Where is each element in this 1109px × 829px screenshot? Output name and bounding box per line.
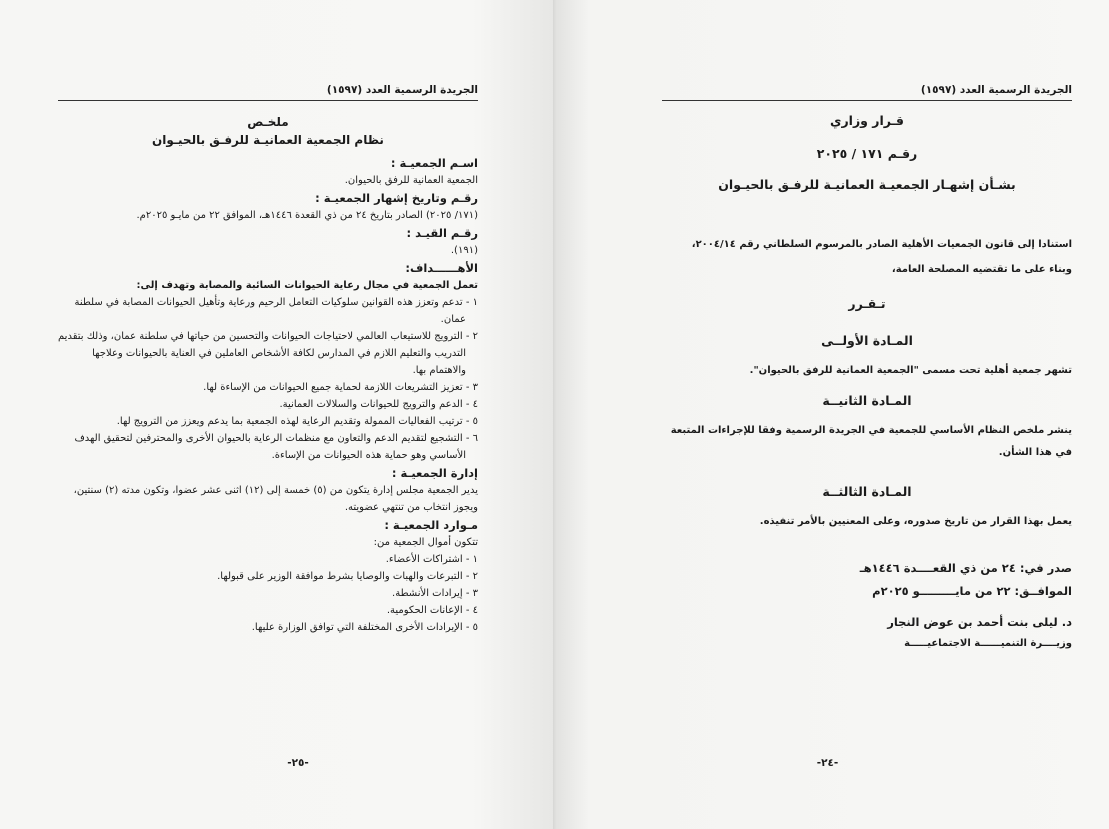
goal-item: ١ - تدعم وتعزز هذه القوانين سلوكيات التعامل الرحيم ورعاية وتأهيل الحيوانات المصابة في سلطنة عمان. [74,297,478,325]
article-1-title: المـادة الأولــى [821,333,913,348]
goal-item: ٢ - الترويج للاستيعاب العالمي لاحتياجات الحيوانات والتحسين من حياتها في سلطنة عمان، وذلك بتقديم التدريب والتعليم اللازم في المدارس لكافة الأشخاص العاملين في العناية بالحيوانات وعلاجها والاهتمام بها. [58,331,478,376]
resource-item: ٥ - الإيرادات الأخرى المختلفة التي توافق الوزارة عليها. [251,622,478,633]
name-value: الجمعية العمانية للرفق بالحيوان. [344,175,478,186]
running-head-left: الجريدة الرسمية العدد (١٥٩٧) [58,84,478,101]
article-3-title: المـادة الثالثــة [822,484,912,499]
resource-item: ٣ - إيرادات الأنشطة. [392,588,478,599]
summary-heading: ملخـص [247,115,289,129]
resource-item: ٢ - التبرعات والهبات والوصايا بشرط موافقة الوزير على قبولها. [217,571,478,582]
record-label: رقـم القيـد : [406,226,478,240]
preamble-1: استنادا إلى قانون الجمعيات الأهلية الصادر بالمرسوم السلطاني رقم ٢٠٠٤/١٤، [691,239,1072,250]
goals-label: الأهــــــداف: [405,261,478,275]
article-3-text: يعمل بهذا القرار من تاريخ صدوره، وعلى المعنيين بالأمر تنفيذه. [759,516,1072,527]
right-page-content [662,84,1072,652]
article-2-text: ينشر ملخص النظام الأساسي للجمعية في الجريدة الرسمية وفقا للإجراءات المتبعة في هذا الشأن. [670,425,1072,458]
name-label: اسـم الجمعيـة : [390,156,478,170]
goal-item: ٤ - الدعم والترويج للحيوانات والسلالات العمانية. [279,399,478,410]
registration-label: رقـم وتاريخ إشهار الجمعيـة : [315,191,478,205]
resources-intro: تتكون أموال الجمعية من: [373,537,478,548]
signatory-title: وزيــــرة التنميــــــة الاجتماعيـــــة [904,638,1072,649]
goal-item: ٣ - تعزيز التشريعات اللازمة لحماية جميع الحيوانات من الإساءة لها. [203,382,478,393]
admin-label: إدارة الجمعيـة : [391,466,478,480]
decides-heading: تـقـرر [848,296,886,311]
article-1-text: تشهر جمعية أهلية تحت مسمى "الجمعية العمانية للرفق بالحيوان". [749,365,1072,376]
summary-subheading: نظام الجمعية العمانيـة للرفـق بالحيـوان [152,133,384,147]
left-page-content [58,84,478,636]
goal-item: ٦ - التشجيع لتقديم الدعم والتعاون مع منظمات الرعاية بالحيوان الأخرى والمحترفين لتحقيق الهدف الأساسي وهو حماية هذه الحيوانات من الإساءة. [74,433,478,461]
decision-title: قـرار وزاري [830,113,904,128]
admin-text: يدير الجمعية مجلس إدارة يتكون من (٥) خمسة إلى (١٢) اثنى عشر عضوا، وتكون مدته (٢) سنتين، ويجوز انتخاب من تنتهي عضويته. [73,485,478,513]
signatory-name: د. ليلى بنت أحمد بن عوض النجار [887,615,1072,629]
decision-number: رقـم ١٧١ / ٢٠٢٥ [816,146,918,161]
goal-item: ٥ - ترتيب الفعاليات الممولة وتقديم الرعاية لهذه الجمعية بما يدعم ويعزز من الترويج لها. [116,416,478,427]
registration-value: (١٧١/ ٢٠٢٥) الصادر بتاريخ ٢٤ من ذي القعدة ١٤٤٦هـ، الموافق ٢٢ من مايـو ٢٠٢٥م. [136,210,478,221]
page-number-left: -٢٥- [287,757,309,769]
article-2-title: المـادة الثانيــة [822,393,912,408]
preamble-2: وبناء على ما تقتضيه المصلحة العامة، [891,264,1072,275]
resources-label: مـوارد الجمعيـة : [384,518,478,532]
page-number-right: -٢٤- [816,757,839,769]
issued-gregorian-date: الموافــق: ٢٢ من مايـــــــــو ٢٠٢٥م [872,584,1072,598]
right-page [556,0,1109,829]
running-head-right: الجريدة الرسمية العدد (١٥٩٧) [662,84,1072,101]
goals-intro: تعمل الجمعية في مجال رعاية الحيوانات السائبة والمصابة وتهدف إلى: [136,280,478,291]
decision-subject: بشـأن إشهـار الجمعيـة العمانيـة للرفـق بالحيـوان [718,177,1016,192]
record-value: (١٩١). [450,245,478,256]
issued-hijri-date: صدر في: ٢٤ من ذي القعــــدة ١٤٤٦هـ [859,561,1072,575]
resource-item: ٤ - الإعانات الحكومية. [386,605,478,616]
resource-item: ١ - اشتراكات الأعضاء. [385,554,478,565]
